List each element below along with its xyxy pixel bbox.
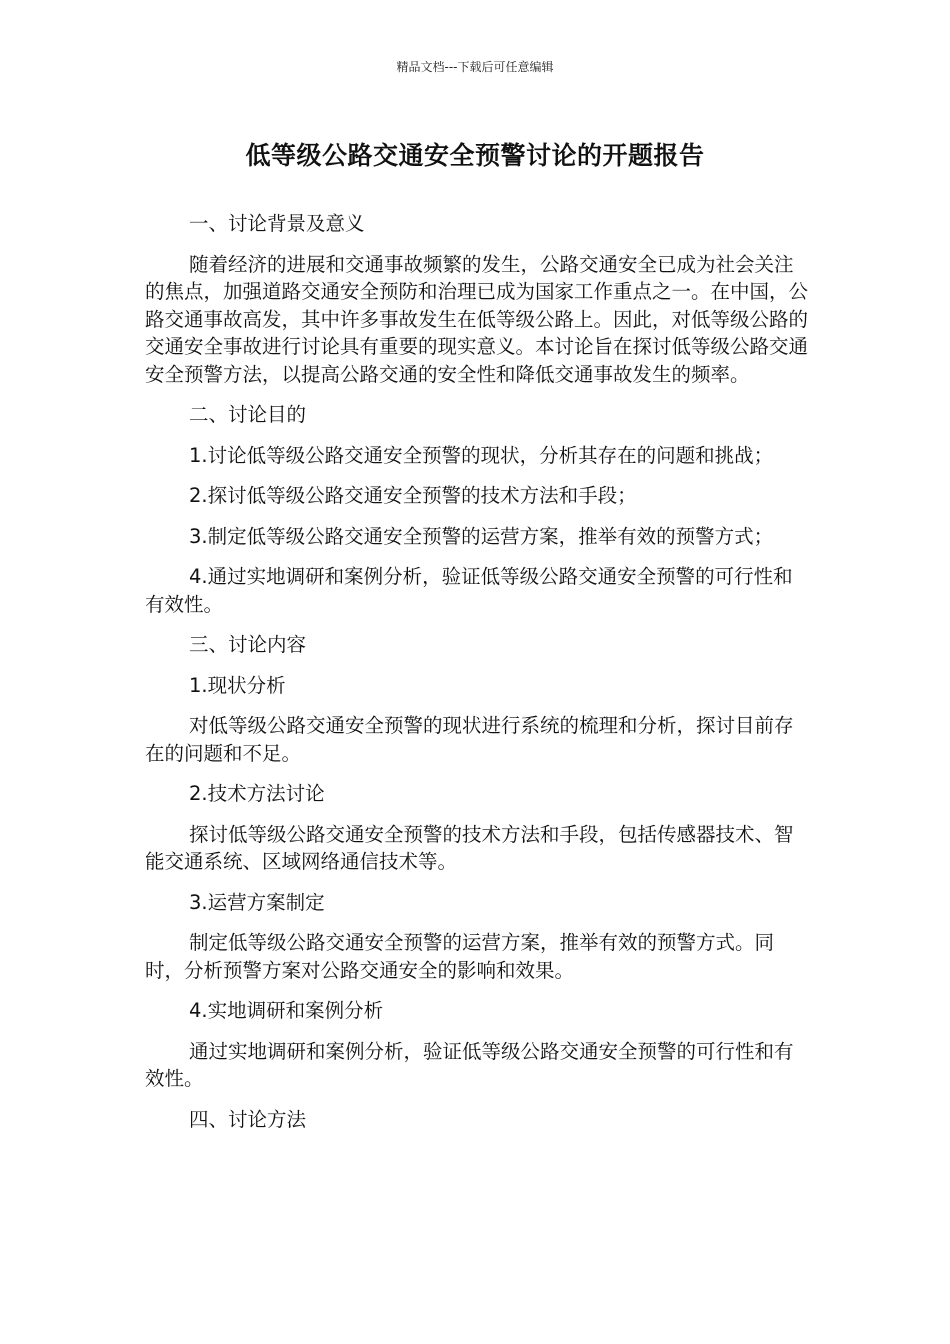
status-analysis-paragraph: 对低等级公路交通安全预警的现状进行系统的梳理和分析，探讨目前存在的问题和不足。 [145,714,794,765]
section-heading-methods: 四、讨论方法 [189,1107,307,1131]
field-research-paragraph: 通过实地调研和案例分析，验证低等级公路交通安全预警的可行性和有效性。 [145,1039,794,1090]
section-heading-content: 三、讨论内容 [189,633,307,656]
background-paragraph: 随着经济的进展和交通事故频繁的发生，公路交通安全已成为社会关注的焦点，加强道路交通安全预防和治理已成为国家工作重点之一。在中国，公路交通事故高发，其中许多事故发生在低等级公路上。因此，对低等级公路的交通安全事故进行讨论具有重要的现实意义。本讨论旨在探讨低等级公路交通安全预警方法，以提高公路交通的安全性和降低交通事故发生的频率。 [145,252,809,386]
technical-methods-paragraph: 探讨低等级公路交通安全预警的技术方法和手段，包括传感器技术、智能交通系统、区域网络通信技术等。 [145,822,794,873]
purpose-item-2: 2.探讨低等级公路交通安全预警的技术方法和手段； [189,484,637,507]
purpose-item-3: 3.制定低等级公路交通安全预警的运营方案，推举有效的预警方式； [189,524,774,548]
document-title: 低等级公路交通安全预警讨论的开题报告 [245,141,705,170]
section-heading-purpose: 二、讨论目的 [189,403,307,426]
subheading-status-analysis: 1.现状分析 [189,673,286,697]
subheading-operation-plan: 3.运营方案制定 [189,890,325,914]
purpose-item-1: 1.讨论低等级公路交通安全预警的现状，分析其存在的问题和挑战； [189,443,774,467]
page-header: 精品文档---下载后可任意编辑 [396,60,554,74]
purpose-item-4: 4.通过实地调研和案例分析，验证低等级公路交通安全预警的可行性和有效性。 [145,565,793,616]
operation-plan-paragraph: 制定低等级公路交通安全预警的运营方案，推举有效的预警方式。同时，分析预警方案对公路交通安全的影响和效果。 [145,931,775,982]
document-body [145,210,810,1133]
section-heading-background: 一、讨论背景及意义 [189,212,365,235]
subheading-technical-methods: 2.技术方法讨论 [189,782,325,805]
subheading-field-research: 4.实地调研和案例分析 [189,999,384,1022]
